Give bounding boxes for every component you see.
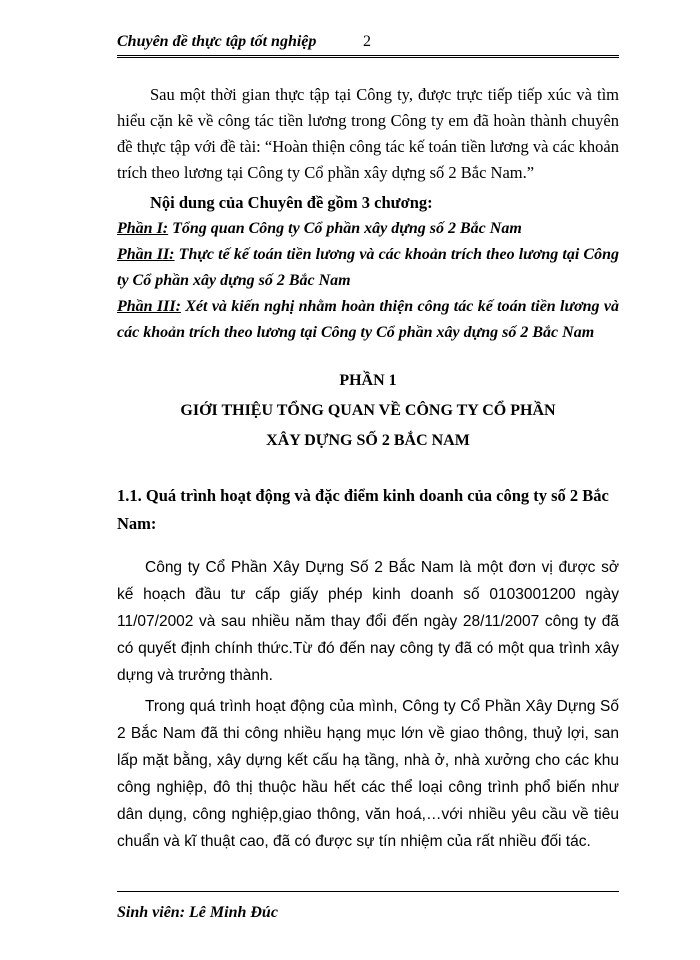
section-title: 1.1. Quá trình hoạt động và đặc điểm kinh doanh của công ty số 2 Bắc Nam: (117, 486, 609, 533)
intro-paragraph: Sau một thời gian thực tập tại Công ty, được trực tiếp tiếp xúc và tìm hiểu cặn kẽ về công tác tiền lương trong Công ty em đã hoàn thành chuyên đề thực tập với đề tài: “Hoàn thiện công tác kế toán tiền lương và các khoản trích theo lương tại Công ty Cổ phần xây dựng số 2 Bắc Nam.” (117, 85, 619, 182)
section-paragraph-2: Trong quá trình hoạt động của mình, Công ty Cổ Phần Xây Dựng Số 2 Bắc Nam đã thi công nhiều hạng mục lớn về giao thông, thuỷ lợi, san lấp mặt bằng, xây dựng kết cấu hạ tầng, nhà ở, nhà xưởng cho các khu công nghiệp, đô thị thuộc hầu hết các thể loại công trình phổ biến như dân dụng, công nghiệp,giao thông, văn hoá,…với nhiều yêu cầu về tiêu chuẩn và kĩ thuật cao, đã có được sự tín nhiệm của rất nhiều đối tác. (117, 698, 619, 850)
header-title: Chuyên đề thực tập tốt nghiệp (117, 33, 317, 50)
part-label: Phần II: (117, 246, 175, 263)
section-paragraph-1: Công ty Cổ Phần Xây Dựng Số 2 Bắc Nam là một đơn vị được sở kế hoạch đầu tư cấp giấy phép kinh doanh số 0103001200 ngày 11/07/2002 và sau nhiều năm thay đổi đến ngày 28/11/2007 công ty đã có quyết định chính thức.Từ đó đến nay công ty đã có một qua trình xây dựng và trưởng thành. (117, 559, 619, 684)
part-text: Xét và kiến nghị nhằm hoàn thiện công tác kế toán tiền lương và các khoản trích theo lương tại Công ty Cổ phần xây dựng số 2 Bắc Nam (117, 298, 619, 341)
chapter-title-line1: GIỚI THIỆU TỔNG QUAN VỀ CÔNG TY CỔ PHẦN (180, 402, 556, 419)
page-number: 2 (363, 33, 371, 50)
contents-heading: Nội dung của Chuyên đề gồm 3 chương: (150, 193, 433, 212)
document-body (117, 82, 619, 855)
part-text: Tổng quan Công ty Cổ phần xây dựng số 2 Bắc Nam (168, 220, 522, 237)
student-name: Sinh viên: Lê Minh Đúc (117, 904, 278, 921)
part-text: Thực tế kế toán tiền lương và các khoản trích theo lương tại Công ty Cổ phần xây dựng số 2 Bắc Nam (117, 246, 619, 289)
part-label: Phần III: (117, 298, 181, 315)
part-item-1 (117, 216, 619, 242)
page-header (117, 31, 619, 58)
part-item-3 (117, 294, 619, 346)
part-label: Phần I: (117, 220, 169, 237)
page-footer (117, 891, 619, 922)
chapter-title-line2: XÂY DỰNG SỐ 2 BẮC NAM (266, 432, 470, 449)
chapter-number: PHẦN 1 (339, 372, 397, 389)
part-item-2 (117, 242, 619, 294)
